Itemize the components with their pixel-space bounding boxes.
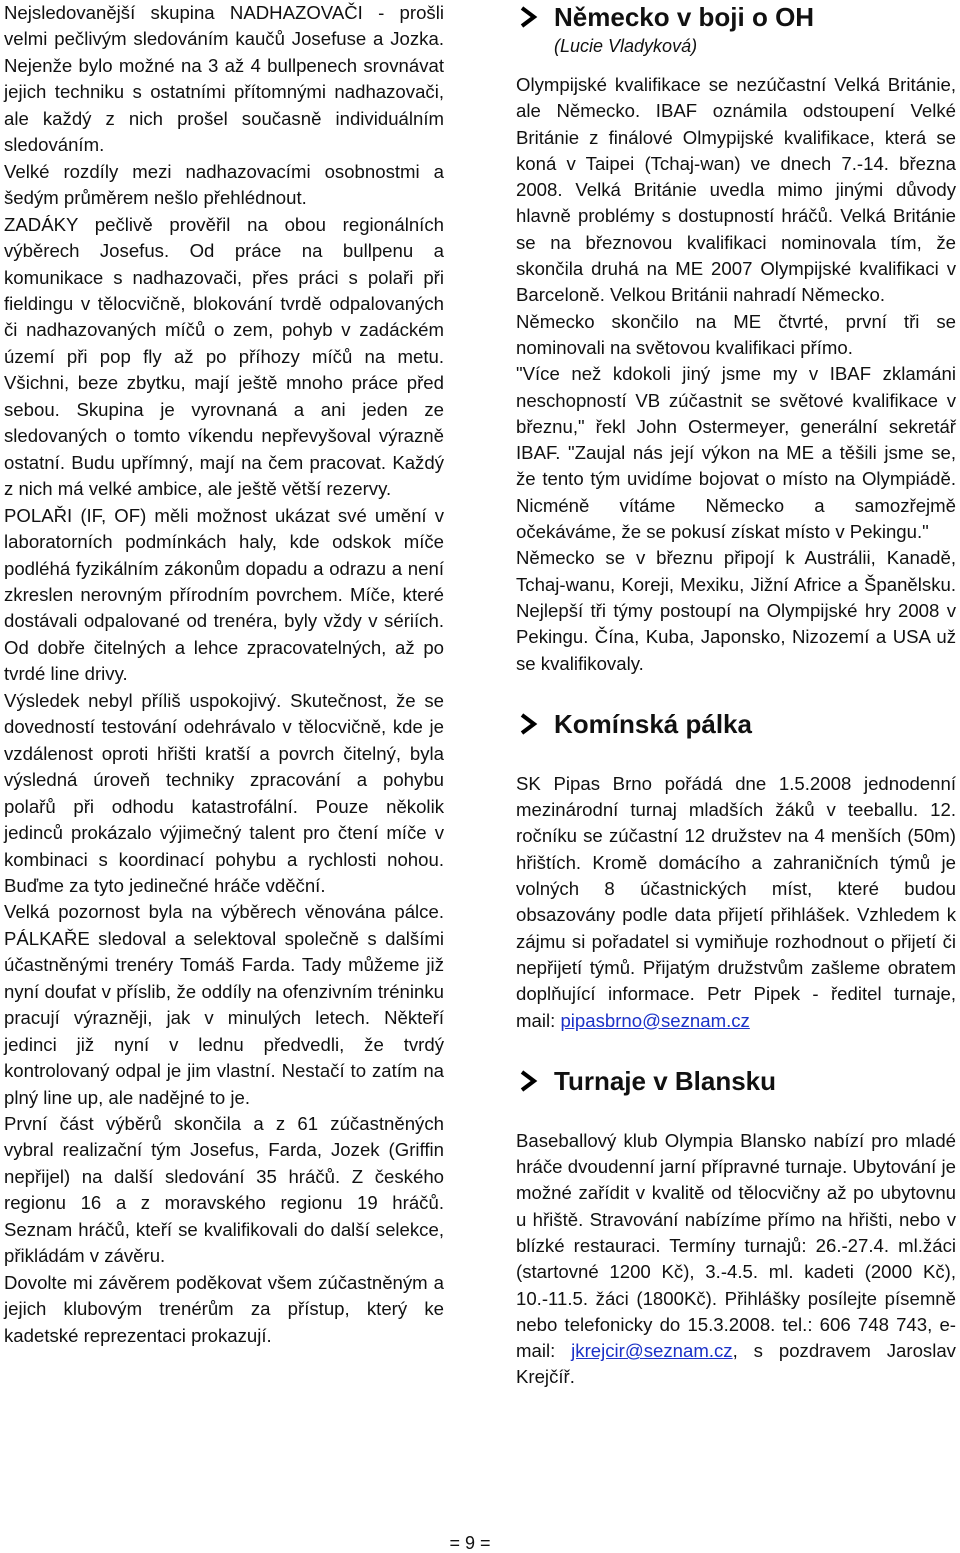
arrow-bullet-icon bbox=[516, 4, 546, 30]
paragraph-blansko bbox=[516, 1128, 956, 1391]
blansko-closing: , s pozdravem Jaroslav Krejčíř. bbox=[516, 1340, 956, 1388]
paragraph-pitchers: Nejsledovanější skupina NADHAZOVAČI - prošli velmi pečlivým sledováním kaučů Josefuse a Jozka. Nejenže bylo možné na 3 až 4 bullpenech srovnávat jejich techniku s ostatními přítomnými nadhazovači, ale každý z nich prošel současně individuálním sledováním. bbox=[4, 2, 444, 156]
kominska-text: SK Pipas Brno pořádá dne 1.5.2008 jednodenní mezinárodní turnaj mladších žáků v teeballu. 12. ročníku se zúčastní 12 družstev na 4 menších (50m) hřištích. Kromě domácího a zahraničních týmů je volných 8 účastnických míst, které budou obsazovány podle data přijetí přihlášek. Vzhledem k zájmu si pořadatel si vymiňuje rozhodnout o přijetí či nepřijetí týmů. Přijatým družstvům zašleme obratem doplňující informace. Petr Pipek - ředitel turnaje, mail: bbox=[516, 772, 956, 1031]
paragraph-result: Výsledek nebyl příliš uspokojivý. Skutečnost, že se dovedností testování odehrávalo v tělocvičně, kde je vzdálenost oproti hřišti kratší a povrch čitelný, byla výsledná úroveň techniky zpracování a pohybu polařů při odhodu katastrofální. Pouze několik jedinců prokázalo výjimečný talent pro čtení míče v kombinaci s koordinací pohybu a rychlosti nohou. Buďme za tyto jedinečné hráče vděční. bbox=[4, 689, 444, 896]
paragraph-differences: Velké rozdíly mezi nadhazovacími osobnostmi a šedým průměrem nešlo přehlédnout. bbox=[4, 160, 444, 209]
section-title: Komínská pálka bbox=[554, 708, 752, 739]
paragraph-fielders: POLAŘI (IF, OF) měli možnost ukázat své umění v laboratorních podmínkách haly, kde odskok míče podléhá fyzikálním zákonům dopadu a odrazu a není zkreslen nerovným přírodním povrchem. Míče, které dostávali odpalované od trenéra, byly vždy v sériích. Od dobře čitelných a lehce zpracovatelných, až po tvrdé line drivy. bbox=[4, 504, 444, 685]
article-author: (Lucie Vladyková) bbox=[554, 36, 698, 56]
section-heading-kominska bbox=[516, 707, 956, 741]
paragraph-germany-3: "Více než kdokoli jiný jsme my v IBAF zklamáni neschopností VB zúčastnit se světové kvalifikace v březnu," řekl John Ostermeyer, generální sekretář IBAF. "Zaujal nás její výkon na ME a těšili jsme se, že tento tým uvidíme bojovat o místo na Olympiádě. Nicméně vítáme Německo a samozřejmě očekáváme, že se pokusí získat místo v Pekingu." bbox=[516, 363, 956, 543]
page-number: = 9 = bbox=[449, 1533, 491, 1553]
blansko-text: Baseballový klub Olympia Blansko nabízí pro mladé hráče dvoudenní jarní přípravné turnaje. Ubytování je možné zařídit v kvalitě od tělocvičny až po ubytovnu u hřiště. Stravování nabízíme přímo na hřišti, nebo v blízké restauraci. Termíny turnajů: 26.-27.4. ml.žáci (startovné 1200 Kč), 3.-4.5. ml. kadeti (2000 Kč), 10.-11.5. žáci (1800Kč). Přihlášky posílejte písemně nebo telefonicky do 15.3.2008. tel.: 606 748 743, e-mail: bbox=[516, 1129, 956, 1362]
paragraph-germany-2: Německo skončilo na ME čtvrté, první tři se nominovali na světovou kvalifikaci přímo. bbox=[516, 310, 956, 358]
email-link[interactable]: jkrejcir@seznam.cz bbox=[571, 1340, 733, 1362]
paragraph-germany-1: Olympijské kvalifikace se nezúčastní Velká Británie, ale Německo. IBAF oznámila odstoupení Velké Británie z finálové Olmypijské kvalifikace, která se koná v Taipei (Tchaj-wan) ve dnech 7.-14. března 2008. Velká Británie uvedla mimo jinými důvody hlavně problémy s dostupností hráčů. Velká Británie se na březnovou kvalifikaci nominovala tím, že skončila druhá na ME 2007 Olympijské kvalifikaci v Barceloně. Velkou Británii nahradí Německo. bbox=[516, 74, 956, 306]
paragraph-thanks: Dovolte mi závěrem poděkovat všem zúčastněným a jejich klubovým trenérům za přístup, který ke kadetské reprezentaci prokazují. bbox=[4, 1271, 444, 1346]
paragraph-catchers: ZADÁKY pečlivě prověřil na obou regionálních výběrech Josefus. Od práce na bullpenu a komunikace s nadhazovači, přes práci s polaři při fieldingu v tělocvičně, blokování tvrdě odpalovaných či nadhazovaných míčů o zem, pohyb v zadáckém území při pop fly až po příhozy míčů na metu. Všichni, beze zbytku, mají ještě mnoho práce před sebou. Skupina je vyrovnaná a ani jeden ze sledovaných o tomto víkendu nepřevyšoval výrazně ostatní. Budu upřímný, mají na čem pracovat. Každý z nich má velké ambice, ale ještě větší rezervy. bbox=[4, 213, 444, 500]
right-column bbox=[516, 0, 956, 1391]
arrow-bullet-icon bbox=[516, 1068, 546, 1094]
paragraph-germany-4: Německo se v březnu připojí k Austrálii, Kanadě, Tchaj-wanu, Koreji, Mexiku, Jižní Africe a Španělsku. Nejlepší tři týmy postoupí na Olympijské hry 2008 v Pekingu. Čína, Kuba, Japonsko, Nizozemí a USA už se kvalifikovaly. bbox=[516, 547, 956, 674]
email-link[interactable]: pipasbrno@seznam.cz bbox=[560, 1009, 750, 1031]
section-heading-blansko bbox=[516, 1064, 956, 1098]
section-title: Německo v boji o OH bbox=[554, 2, 815, 32]
section-heading-germany bbox=[516, 0, 956, 34]
paragraph-kominska bbox=[516, 771, 956, 1034]
paragraph-selection: První část výběrů skončila a z 61 zúčastněných vybral realizační tým Josefus, Farda, Jozek (Griffin nepřijel) na další sledování 35 hráčů. Z českého regionu 16 a z moravského regionu 19 hráčů. Seznam hráčů, kteří se kvalifikovali do další selekce, přikládám v závěru. bbox=[4, 1113, 444, 1267]
left-column bbox=[4, 0, 444, 1349]
paragraph-batters: Velká pozornost byla na výběrech věnována pálce. PÁLKAŘE sledoval a selektoval společně s dalšími účastněnými trenéry Tomáš Farda. Tady můžeme již nyní doufat v příslib, že oddíly na ofenzivním tréninku pracují výrazněji, jak v minulých letech. Někteří jedinci již nyní v lednu předvedli, že tvrdý kontrolovaný odpal je jim vlastní. Nestačí to zatím na plný line up, ale nadějné to je. bbox=[4, 901, 444, 1108]
arrow-bullet-icon bbox=[516, 711, 546, 737]
section-title: Turnaje v Blansku bbox=[554, 1065, 777, 1096]
